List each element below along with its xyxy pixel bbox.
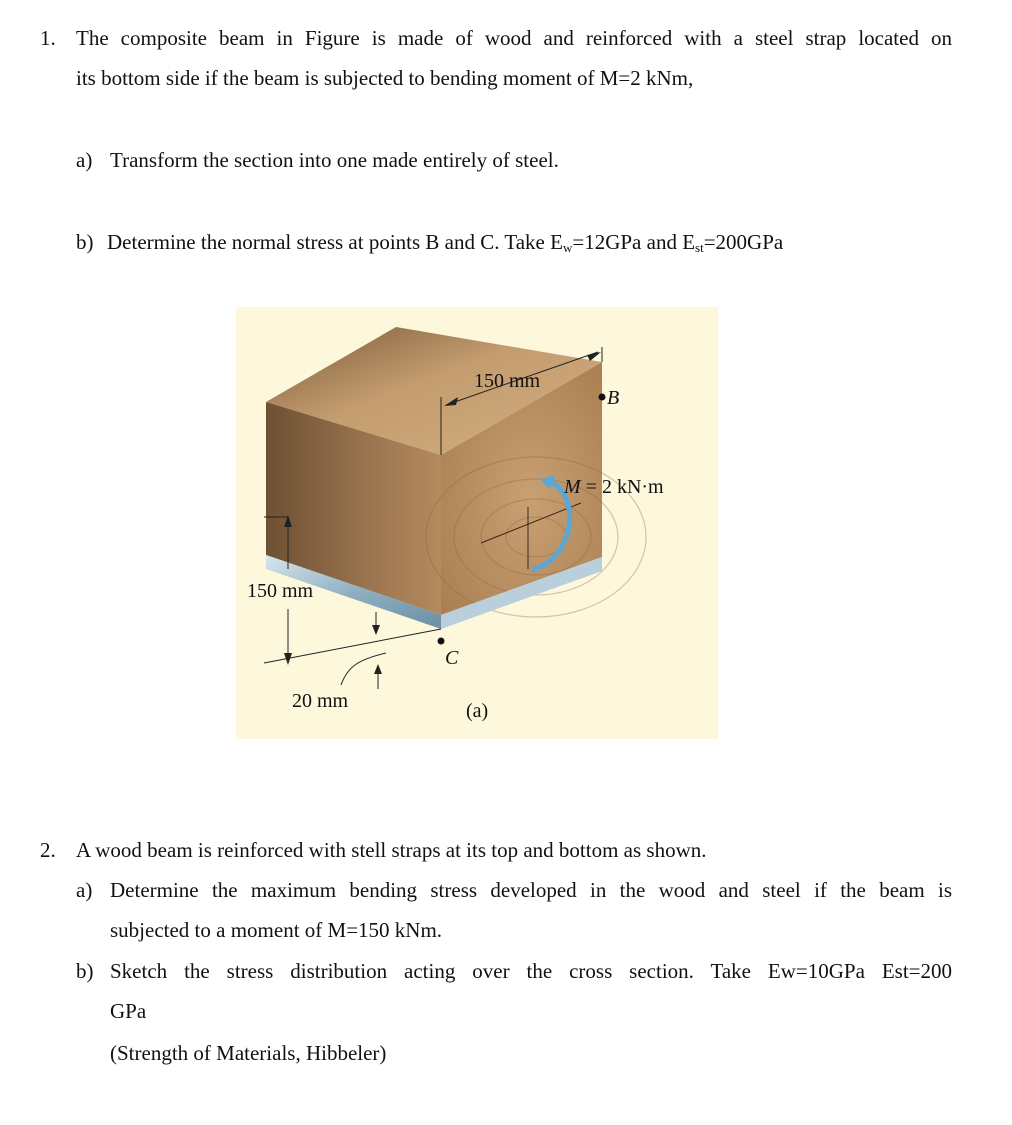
dim-height-label: 150 mm bbox=[247, 580, 314, 602]
problem-1-number: 1. bbox=[40, 26, 56, 50]
moment-symbol: M bbox=[564, 476, 581, 498]
problem-1-part-a-text: Transform the section into one made entirely of steel. bbox=[110, 148, 559, 172]
problem-2-number: 2. bbox=[40, 838, 56, 862]
est-value: =200GPa bbox=[703, 230, 784, 254]
dim-top-label: 150 mm bbox=[474, 370, 541, 392]
ew-subscript: w bbox=[562, 240, 573, 255]
part-b-text-prefix: Determine the normal stress at points B and C. Take E bbox=[107, 230, 563, 254]
problem-1-part-b-marker: b) bbox=[76, 230, 94, 254]
problem-1-part-a-marker: a) bbox=[76, 148, 93, 172]
dim-strap-label: 20 mm bbox=[292, 690, 349, 712]
point-b-marker bbox=[599, 394, 606, 401]
problem-2-intro: A wood beam is reinforced with stell straps at its top and bottom as shown. bbox=[76, 838, 707, 862]
problem-2-part-b-marker: b) bbox=[76, 959, 94, 983]
reference-citation: (Strength of Materials, Hibbeler) bbox=[110, 1041, 387, 1065]
problem-1-intro-line-1: The composite beam in Figure is made of wood and reinforced with a steel strap located on bbox=[76, 26, 952, 50]
problem-1-intro-line-2: its bottom side if the beam is subjected to bending moment of M=2 kNm, bbox=[76, 66, 694, 90]
problem-1-part-b-text bbox=[107, 232, 783, 253]
est-subscript: st bbox=[695, 240, 704, 255]
composite-beam-figure bbox=[236, 307, 718, 739]
problem-2-part-a-line-1: Determine the maximum bending stress developed in the wood and steel if the beam is bbox=[110, 878, 952, 902]
problem-2-part-a-marker: a) bbox=[76, 878, 93, 902]
moment-label bbox=[563, 476, 664, 498]
point-c-marker bbox=[438, 638, 445, 645]
problem-2-part-a-line-2: subjected to a moment of M=150 kNm. bbox=[110, 918, 443, 942]
ew-value: =12GPa and E bbox=[572, 230, 696, 254]
figure-caption: (a) bbox=[466, 700, 489, 722]
point-b-label: B bbox=[607, 387, 620, 409]
problem-2-part-b-line-2: GPa bbox=[110, 999, 147, 1023]
moment-value: = 2 kN·m bbox=[580, 476, 664, 498]
point-c-label: C bbox=[445, 647, 459, 669]
problem-2-part-b-line-1: Sketch the stress distribution acting over the cross section. Take Ew=10GPa Est=200 bbox=[110, 959, 952, 983]
